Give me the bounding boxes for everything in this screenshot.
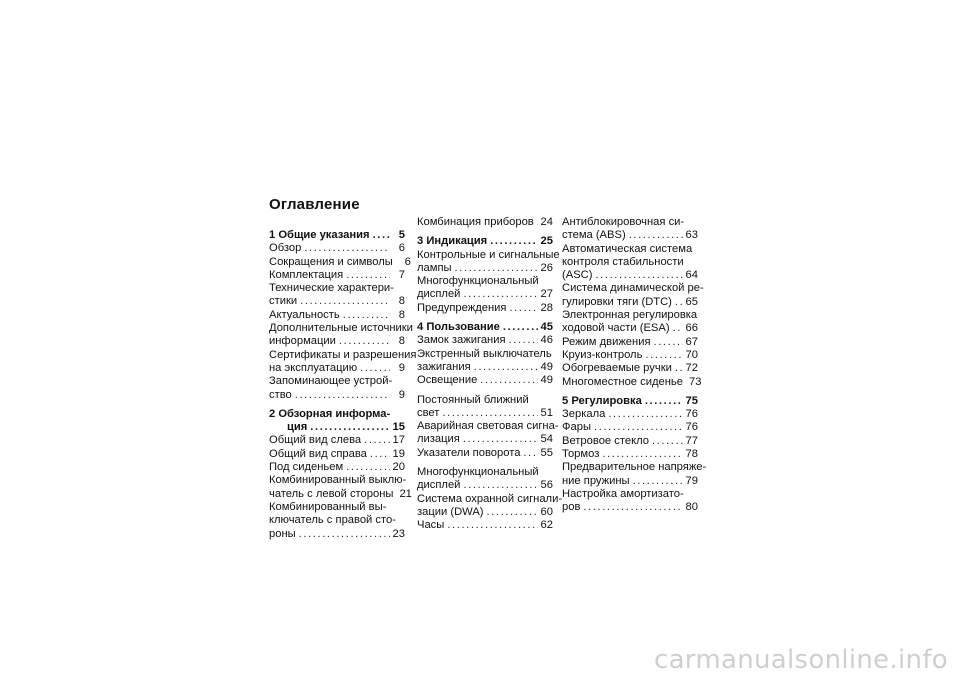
toc-entry-text: свет bbox=[417, 406, 440, 419]
toc-entry[interactable] bbox=[269, 348, 417, 376]
toc-leader-dots bbox=[595, 269, 682, 282]
toc-entry-text: Фары bbox=[562, 421, 591, 434]
toc-entry-text: Ветровое стекло bbox=[562, 434, 649, 447]
toc-entry-text: 1 Общие указания bbox=[269, 229, 370, 241]
toc-leader-dots bbox=[370, 448, 390, 461]
toc-entry-text: Экстренный выключатель bbox=[417, 347, 552, 360]
toc-page-number: 24 bbox=[540, 216, 553, 228]
toc-entry-text: дисплей bbox=[417, 288, 461, 301]
toc-entry[interactable] bbox=[269, 309, 405, 322]
toc-entry[interactable] bbox=[562, 216, 698, 243]
toc-entry-text: Запоминающее устрой- bbox=[269, 375, 393, 388]
toc-entry-text: Технические характери- bbox=[269, 282, 394, 295]
toc-entry[interactable] bbox=[562, 362, 698, 375]
toc-section-heading[interactable] bbox=[269, 408, 405, 435]
toc-page-number: 49 bbox=[540, 374, 553, 387]
toc-section-heading[interactable] bbox=[417, 321, 553, 334]
toc-leader-dots bbox=[299, 528, 390, 541]
toc-leader-dots bbox=[343, 309, 390, 322]
toc-entry[interactable] bbox=[417, 334, 553, 347]
toc-leader-dots bbox=[490, 235, 537, 248]
toc-page-number: 76 bbox=[685, 421, 698, 434]
toc-entry[interactable] bbox=[269, 501, 405, 541]
toc-leader-dots bbox=[300, 295, 390, 308]
toc-entry-text: Актуальность bbox=[269, 308, 340, 321]
toc-entry-text: зажигания bbox=[417, 360, 471, 373]
toc-entry-text: дисплей bbox=[417, 479, 461, 492]
toc-page-number: 23 bbox=[392, 527, 405, 540]
toc-leader-dots bbox=[442, 407, 537, 420]
toc-entry[interactable] bbox=[562, 488, 698, 515]
toc-leader-dots bbox=[360, 362, 390, 375]
toc-page-number: 20 bbox=[392, 461, 405, 474]
toc-page-number: 15 bbox=[392, 421, 405, 434]
toc-entry-text: ключатель с правой сто- bbox=[269, 514, 396, 527]
toc-page-number: 8 bbox=[398, 335, 405, 348]
toc-entry[interactable] bbox=[417, 447, 553, 460]
toc-leader-dots bbox=[675, 362, 683, 375]
toc-entry-text: Система динамической ре- bbox=[562, 282, 704, 295]
toc-page-number: 78 bbox=[685, 448, 698, 461]
toc-page-number: 19 bbox=[392, 447, 405, 460]
toc-entry[interactable] bbox=[417, 275, 553, 302]
toc-entry-text: 2 Обзорная информа- bbox=[269, 407, 391, 420]
toc-page-number: 79 bbox=[685, 474, 698, 487]
toc-leader-dots bbox=[633, 475, 683, 488]
toc-entry-text: Зеркала bbox=[562, 408, 606, 421]
toc-entry[interactable] bbox=[562, 282, 704, 309]
toc-page-number: 25 bbox=[540, 235, 553, 248]
toc-leader-dots bbox=[537, 216, 538, 229]
toc-entry-text: Комбинированный выклю- bbox=[269, 474, 407, 487]
toc-entry-text: Часы bbox=[417, 519, 445, 532]
toc-leader-dots bbox=[673, 322, 683, 335]
toc-entry[interactable] bbox=[562, 336, 698, 349]
toc-page-number: 66 bbox=[685, 322, 698, 335]
toc-entry[interactable] bbox=[269, 461, 405, 474]
toc-entry-text: Контрольные и сигнальные bbox=[417, 248, 560, 261]
toc-page-number: 63 bbox=[685, 229, 698, 242]
toc-entry-text: (ASC) bbox=[562, 269, 593, 282]
toc-entry-text: Обзор bbox=[269, 242, 302, 255]
toc-page-number: 6 bbox=[398, 242, 405, 255]
toc-page-number: 8 bbox=[398, 308, 405, 321]
toc-page-number: 8 bbox=[398, 295, 405, 308]
toc-entry-text: 4 Пользование bbox=[417, 321, 500, 334]
toc-page-number: 7 bbox=[398, 268, 405, 281]
toc-entry-text: Замок зажигания bbox=[417, 334, 506, 347]
toc-entry[interactable] bbox=[417, 466, 553, 493]
toc-leader-dots bbox=[463, 288, 537, 301]
toc-leader-dots bbox=[503, 321, 538, 334]
toc-leader-dots bbox=[594, 421, 683, 434]
toc-leader-dots bbox=[509, 334, 538, 347]
toc-entry-text: чатель с левой стороны bbox=[269, 487, 394, 500]
toc-page-number: 46 bbox=[540, 334, 553, 347]
toc-entry-text: ция bbox=[287, 421, 308, 434]
toc-page-number: 54 bbox=[540, 433, 553, 446]
toc-page-number: 67 bbox=[685, 335, 698, 348]
toc-entry-text: Многоместное сиденье bbox=[562, 375, 683, 388]
toc-entry[interactable] bbox=[562, 448, 698, 461]
toc-entry-text: Режим движения bbox=[562, 335, 651, 348]
toc-page-number: 9 bbox=[398, 361, 405, 374]
toc-leader-dots bbox=[295, 389, 390, 402]
toc-entry-text: Предварительное напряже- bbox=[562, 461, 707, 474]
toc-entry[interactable] bbox=[417, 374, 553, 387]
toc-leader-dots bbox=[629, 229, 683, 242]
toc-entry[interactable] bbox=[562, 349, 698, 362]
toc-entry[interactable] bbox=[562, 461, 707, 488]
watermark-text: carmanualsonline.info bbox=[653, 645, 948, 675]
toc-leader-dots bbox=[463, 433, 538, 446]
toc-leader-dots bbox=[373, 229, 390, 242]
toc-entry-text: Под сиденьем bbox=[269, 461, 344, 474]
toc-entry[interactable] bbox=[417, 394, 553, 421]
toc-entry-text: Общий вид справа bbox=[269, 447, 367, 460]
toc-entry-text: стики bbox=[269, 295, 298, 308]
toc-entry-text: Настройка амортизато- bbox=[562, 487, 684, 500]
toc-section-heading[interactable] bbox=[562, 395, 698, 408]
toc-leader-dots bbox=[346, 461, 389, 474]
toc-entry[interactable] bbox=[269, 242, 405, 255]
toc-page-number: 56 bbox=[540, 479, 553, 492]
toc-entry-text: Сертификаты и разрешения bbox=[269, 348, 417, 361]
toc-entry-text: ходовой части (ESA) bbox=[562, 322, 670, 335]
toc-entry-text: на эксплуатацию bbox=[269, 361, 358, 374]
toc-entry-text: Автоматическая система bbox=[562, 242, 693, 255]
toc-entry-text: Круиз-контроль bbox=[562, 348, 643, 361]
toc-leader-dots bbox=[339, 335, 390, 348]
toc-entry-text: контроля стабильности bbox=[562, 255, 684, 268]
toc-entry-text: Предупреждения bbox=[417, 301, 507, 314]
toc-entry-text: Комплектация bbox=[269, 268, 344, 281]
toc-entry-text: Аварийная световая сигна- bbox=[417, 420, 559, 433]
toc-leader-dots bbox=[487, 506, 538, 519]
toc-column-3 bbox=[562, 216, 707, 515]
toc-entry[interactable] bbox=[269, 375, 405, 402]
toc-entry[interactable] bbox=[562, 435, 698, 448]
toc-page-number: 49 bbox=[540, 360, 553, 373]
toc-entry[interactable] bbox=[269, 269, 405, 282]
toc-leader-dots bbox=[480, 374, 537, 387]
toc-entry-text: Указатели поворота bbox=[417, 446, 521, 459]
toc-entry-text: зации (DWA) bbox=[417, 505, 484, 518]
toc-entry-text: лампы bbox=[417, 261, 452, 274]
toc-entry[interactable] bbox=[562, 243, 698, 283]
toc-page-number: 60 bbox=[540, 505, 553, 518]
toc-entry[interactable] bbox=[269, 448, 405, 461]
toc-entry[interactable] bbox=[562, 408, 698, 421]
toc-column-1 bbox=[269, 229, 417, 541]
toc-entry-text: 5 Регулировка bbox=[562, 394, 642, 407]
toc-section-heading[interactable] bbox=[417, 235, 553, 248]
page-title: Оглавление bbox=[269, 196, 360, 213]
toc-page-number: 55 bbox=[540, 446, 553, 459]
toc-section-heading[interactable] bbox=[269, 229, 405, 242]
toc-entry[interactable] bbox=[417, 348, 553, 375]
toc-leader-dots bbox=[455, 262, 538, 275]
toc-entry-text: ство bbox=[269, 388, 292, 401]
toc-entry-text: Дополнительные источники bbox=[269, 322, 413, 335]
toc-entry-text: Комбинация приборов bbox=[417, 216, 534, 228]
toc-entry[interactable] bbox=[562, 309, 698, 336]
toc-leader-dots bbox=[346, 269, 390, 282]
toc-page-number: 28 bbox=[540, 301, 553, 314]
toc-entry-text: Система охранной сигнали- bbox=[417, 492, 563, 505]
toc-entry[interactable] bbox=[562, 421, 698, 434]
toc-leader-dots bbox=[602, 448, 682, 461]
toc-page-number: 76 bbox=[685, 408, 698, 421]
toc-entry[interactable] bbox=[417, 248, 560, 276]
toc-leader-dots bbox=[474, 361, 538, 374]
toc-page-number: 80 bbox=[685, 501, 698, 514]
toc-page-number: 75 bbox=[685, 394, 698, 407]
toc-entry-text: Тормоз bbox=[562, 448, 600, 461]
toc-entry-text: Комбинированный вы- bbox=[269, 500, 387, 513]
toc-leader-dots bbox=[645, 395, 683, 408]
toc-page-number: 64 bbox=[685, 269, 698, 282]
toc-entry-text: ров bbox=[562, 501, 581, 514]
toc-leader-dots bbox=[523, 447, 537, 460]
toc-entry[interactable] bbox=[269, 474, 412, 501]
toc-entry-text: лизация bbox=[417, 433, 460, 446]
toc-leader-dots bbox=[675, 296, 683, 309]
toc-entry-text: Многофункциональный bbox=[417, 466, 539, 479]
toc-leader-dots bbox=[447, 519, 537, 532]
toc-leader-dots bbox=[364, 434, 389, 447]
toc-page-number: 70 bbox=[685, 348, 698, 361]
toc-entry-text: 3 Индикация bbox=[417, 235, 488, 248]
toc-entry-text: Электронная регулировка bbox=[562, 309, 698, 322]
toc-entry-text: информации bbox=[269, 335, 336, 348]
toc-page-number: 62 bbox=[540, 519, 553, 532]
toc-page-number: 45 bbox=[540, 321, 553, 334]
toc-leader-dots bbox=[463, 479, 537, 492]
toc-column-2 bbox=[417, 216, 563, 533]
toc-page-number: 77 bbox=[685, 434, 698, 447]
toc-page-number: 21 bbox=[399, 487, 412, 500]
toc-entry-text: Освещение bbox=[417, 374, 478, 387]
toc-entry-text: Сокращения и символы bbox=[269, 255, 393, 268]
toc-entry[interactable] bbox=[562, 375, 702, 389]
toc-entry[interactable] bbox=[417, 492, 563, 520]
toc-leader-dots bbox=[509, 302, 537, 315]
toc-entry-text: Антиблокировочная си- bbox=[562, 216, 685, 228]
toc-leader-dots bbox=[608, 408, 682, 421]
toc-leader-dots bbox=[654, 336, 683, 349]
toc-entry-text: Постоянный ближний bbox=[417, 393, 529, 406]
toc-entry-text: Многофункциональный bbox=[417, 275, 539, 288]
toc-entry[interactable] bbox=[269, 282, 405, 309]
toc-leader-dots bbox=[652, 435, 683, 448]
toc-page-number: 5 bbox=[398, 229, 405, 241]
toc-entry-text: стема (ABS) bbox=[562, 229, 626, 242]
toc-leader-dots bbox=[304, 242, 390, 255]
toc-page-number: 26 bbox=[540, 261, 553, 274]
toc-entry[interactable] bbox=[269, 322, 413, 349]
toc-page-number: 6 bbox=[404, 255, 411, 268]
toc-page-number: 65 bbox=[685, 295, 698, 308]
toc-page-number: 72 bbox=[685, 362, 698, 375]
toc-page-number: 9 bbox=[398, 388, 405, 401]
toc-entry-text: роны bbox=[269, 527, 296, 540]
toc-entry-text: Общий вид слева bbox=[269, 434, 362, 447]
toc-page-number: 27 bbox=[540, 288, 553, 301]
toc-leader-dots bbox=[645, 349, 682, 362]
toc-entry[interactable] bbox=[417, 519, 553, 532]
toc-entry-text: гулировки тяги (DTC) bbox=[562, 295, 672, 308]
toc-page-number: 17 bbox=[392, 434, 405, 447]
toc-entry[interactable] bbox=[269, 434, 405, 447]
toc-entry[interactable] bbox=[269, 255, 411, 269]
toc-leader-dots bbox=[583, 501, 682, 514]
toc-page-number: 51 bbox=[540, 406, 553, 419]
toc-entry[interactable] bbox=[417, 420, 559, 447]
toc-page-number: 73 bbox=[688, 375, 702, 388]
toc-entry-text: Обогреваемые ручки bbox=[562, 362, 672, 375]
toc-entry[interactable] bbox=[417, 302, 553, 315]
toc-entry[interactable] bbox=[417, 216, 553, 229]
toc-leader-dots bbox=[310, 421, 389, 434]
toc-entry-text: ние пружины bbox=[562, 474, 630, 487]
